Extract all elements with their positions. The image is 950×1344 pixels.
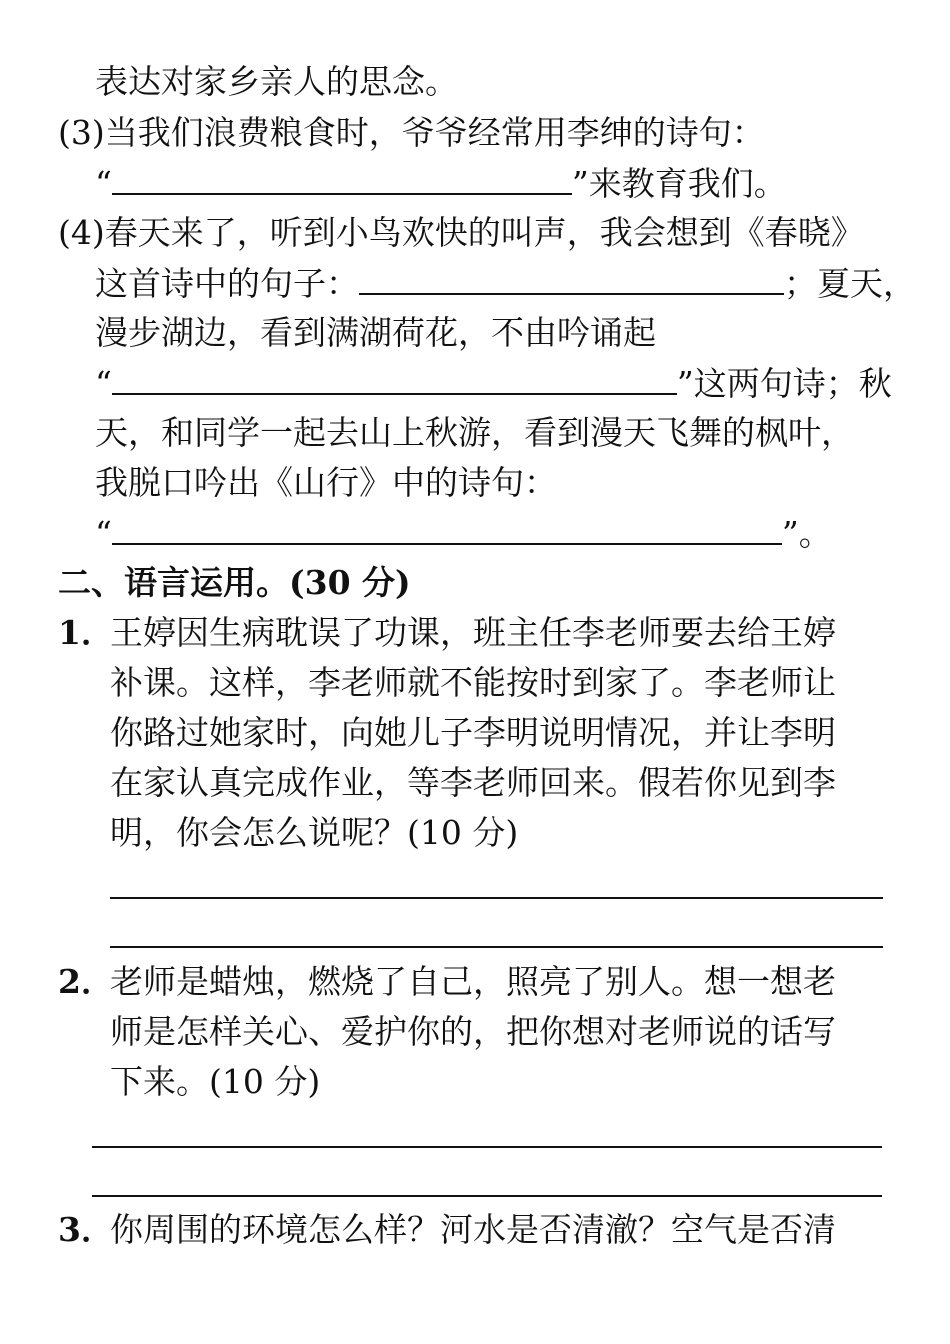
question-1-line: 在家认真完成作业，等李老师回来。假若你见到李 (110, 763, 836, 802)
open-quote: “ (95, 514, 112, 553)
question-number: (3) (58, 113, 105, 152)
open-quote: “ (95, 364, 112, 403)
question-text: 春天来了，听到小鸟欢快的叫声，我会想到《春晓》 (104, 213, 864, 252)
question-number: 3． (58, 1210, 114, 1249)
section-heading: 二、语言运用。(30 分) (58, 563, 411, 602)
question-2-line: 下来。(10 分) (110, 1062, 321, 1101)
question-2-line: 师是怎样关心、爱护你的，把你想对老师说的话写 (110, 1012, 836, 1051)
question-2-line: 老师是蜡烛，燃烧了自己，照亮了别人。想一想老 (110, 962, 836, 1001)
text: 这首诗中的句子： (95, 264, 359, 303)
answer-blank[interactable] (112, 163, 572, 195)
question-1-line: 补课。这样，李老师就不能按时到家了。李老师让 (110, 663, 836, 702)
question-4 (58, 213, 864, 253)
question-3 (58, 113, 765, 153)
answer-blank[interactable] (112, 363, 677, 395)
question-4-line-7 (95, 513, 832, 554)
question-1-line: 你路过她家时，向她儿子李明说明情况，并让李明 (110, 713, 836, 752)
answer-line[interactable] (92, 1195, 882, 1197)
text: ”。 (781, 514, 832, 553)
question-number: 2． (58, 962, 114, 1001)
question-3-answer-line (95, 163, 787, 204)
question-1-line: 王婷因生病耽误了功课，班主任李老师要去给王婷 (110, 613, 836, 652)
question-4-line-3: 漫步湖边，看到满湖荷花，不由吟诵起 (95, 313, 656, 352)
text: ”这两句诗；秋 (676, 364, 892, 403)
answer-line[interactable] (110, 946, 883, 948)
close-text: ”来教育我们。 (571, 164, 787, 203)
answer-blank[interactable] (112, 513, 782, 545)
open-quote: “ (95, 164, 112, 203)
poem-context-line: 表达对家乡亲人的思念。 (95, 62, 458, 101)
question-number: 1． (58, 613, 114, 652)
question-4-line-5: 天，和同学一起去山上秋游，看到漫天飞舞的枫叶， (95, 413, 854, 452)
question-4-line-2 (95, 263, 916, 304)
question-4-line-6: 我脱口吟出《山行》中的诗句： (95, 463, 557, 502)
question-number: (4) (58, 213, 105, 252)
question-text: 当我们浪费粮食时，爷爷经常用李绅的诗句： (104, 113, 765, 152)
answer-line[interactable] (92, 1146, 882, 1148)
question-1-line: 明，你会怎么说呢？(10 分) (110, 813, 519, 852)
answer-blank[interactable] (359, 263, 784, 295)
text: ；夏天， (784, 264, 916, 303)
question-3-line: 你周围的环境怎么样？河水是否清澈？空气是否清 (110, 1210, 836, 1249)
question-4-line-4 (95, 363, 892, 404)
answer-line[interactable] (110, 897, 883, 899)
